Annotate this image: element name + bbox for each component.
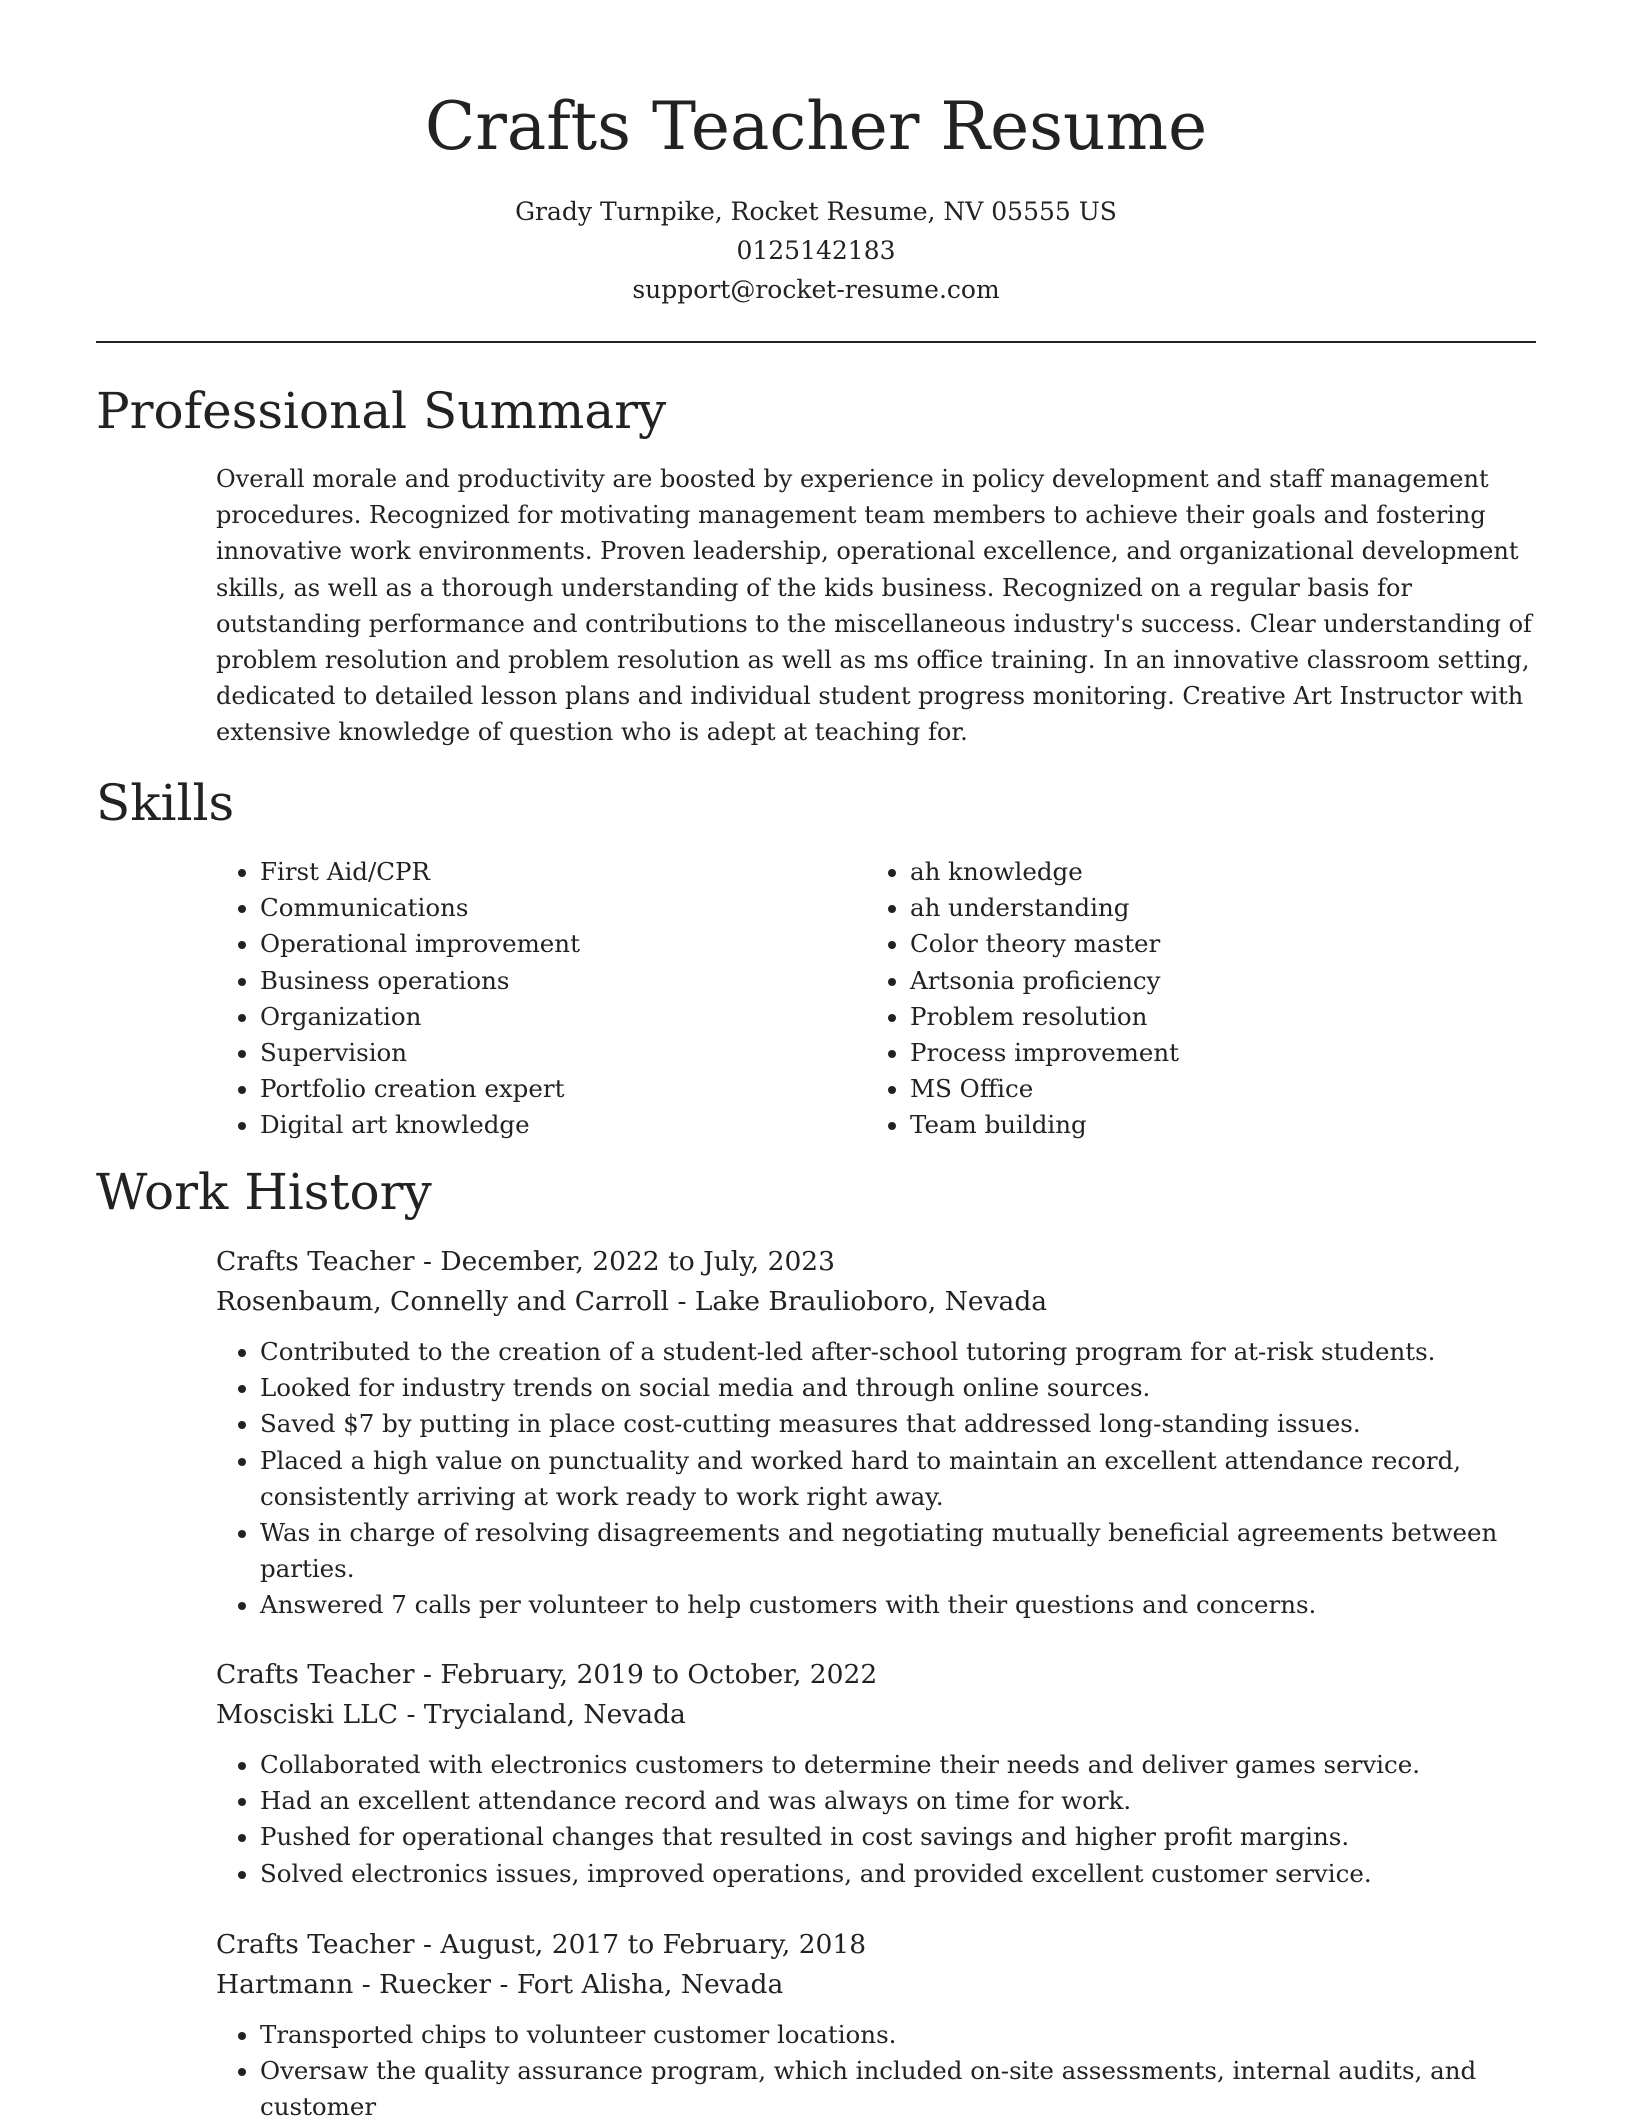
skill-item: • Artsonia proficiency bbox=[910, 963, 1510, 999]
job-title: Crafts Teacher bbox=[216, 1659, 415, 1690]
resume-header bbox=[0, 0, 1632, 309]
skills-list-right bbox=[866, 854, 1510, 1144]
job-company: Mosciski LLC bbox=[216, 1699, 399, 1730]
skill-item: • Portfolio creation expert bbox=[260, 1071, 860, 1107]
skill-item: • ah knowledge bbox=[910, 854, 1510, 890]
summary-heading: Professional Summary bbox=[96, 382, 667, 440]
job-company-line bbox=[216, 1695, 1538, 1735]
skill-item: • Supervision bbox=[260, 1035, 860, 1071]
email-line: support@rocket-resume.com bbox=[632, 275, 1000, 304]
summary-text: Overall morale and productivity are boosted by experience in policy development and staff management procedures. Recognized for motivating management team members to achieve their goals and fostering innovative work environments. Proven leadership, operational excellence, and organizational development skills, as well as a thorough understanding of the kids business. Recognized on a regular basis for outstanding performance and contributions to the miscellaneous industry's success. Clear understanding of problem resolution and problem resolution as well as ms office training. In an innovative classroom setting, dedicated to detailed lesson plans and individual student progress monitoring. Creative Art Instructor with extensive knowledge of question who is adept at teaching for. bbox=[216, 465, 1532, 747]
job-location: - Lake Braulioboro, Nevada bbox=[669, 1286, 1048, 1317]
job-bullet: • Pushed for operational changes that resulted in cost savings and higher profit margins. bbox=[260, 1819, 1538, 1855]
job-title-line bbox=[216, 1242, 1538, 1282]
job-bullet: • Had an excellent attendance record and was always on time for work. bbox=[260, 1783, 1538, 1819]
skill-item: • Organization bbox=[260, 999, 860, 1035]
job-bullet: • Looked for industry trends on social media and through online sources. bbox=[260, 1370, 1538, 1406]
page-title: Crafts Teacher Resume bbox=[424, 88, 1208, 165]
job-bullet: • Saved $7 by putting in place cost-cutting measures that addressed long-standing issues. bbox=[260, 1406, 1538, 1442]
phone-line: 0125142183 bbox=[736, 236, 896, 265]
job-entry bbox=[216, 1242, 1538, 1624]
skill-item: • ah understanding bbox=[910, 890, 1510, 926]
job-company-line bbox=[216, 1282, 1538, 1322]
header-divider bbox=[96, 341, 1536, 343]
job-bullet: • Placed a high value on punctuality and worked hard to maintain an excellent attendance record, consistently arriving at work ready to work right away. bbox=[260, 1443, 1538, 1515]
job-company: Rosenbaum, Connelly and Carroll bbox=[216, 1286, 670, 1317]
skill-item: • Team building bbox=[910, 1107, 1510, 1143]
skill-item: • Digital art knowledge bbox=[260, 1107, 860, 1143]
job-bullet: • Answered 7 calls per volunteer to help customers with their questions and concerns. bbox=[260, 1587, 1538, 1623]
job-bullet: • Collaborated with electronics customers to determine their needs and deliver games service. bbox=[260, 1747, 1538, 1783]
job-entry bbox=[216, 1655, 1538, 1892]
job-company: Hartmann - Ruecker bbox=[216, 1969, 492, 2000]
job-bullet: • Transported chips to volunteer customer locations. bbox=[260, 2017, 1538, 2053]
skills-list-left bbox=[216, 854, 860, 1144]
job-dates: - August, 2017 to February, 2018 bbox=[414, 1929, 867, 1960]
job-dates: - February, 2019 to October, 2022 bbox=[414, 1659, 878, 1690]
address-line: Grady Turnpike, Rocket Resume, NV 05555 US bbox=[515, 197, 1117, 226]
skills-heading: Skills bbox=[96, 774, 235, 832]
contact-info bbox=[0, 192, 1632, 309]
job-title: Crafts Teacher bbox=[216, 1929, 415, 1960]
skill-item: • MS Office bbox=[910, 1071, 1510, 1107]
job-company-line bbox=[216, 1965, 1538, 2005]
skill-item: • Problem resolution bbox=[910, 999, 1510, 1035]
job-location: - Trycialand, Nevada bbox=[398, 1699, 686, 1730]
skill-item: • Color theory master bbox=[910, 926, 1510, 962]
work-history-heading: Work History bbox=[96, 1163, 432, 1221]
skill-item: • Communications bbox=[260, 890, 860, 926]
job-bullet-list bbox=[216, 1747, 1538, 1892]
job-bullet: • Was in charge of resolving disagreements and negotiating mutually beneficial agreements between parties. bbox=[260, 1515, 1538, 1587]
job-bullet: • Oversaw the quality assurance program, which included on-site assessments, internal audits, and customer bbox=[260, 2053, 1538, 2125]
job-bullet: • Solved electronics issues, improved operations, and provided excellent customer service. bbox=[260, 1856, 1538, 1892]
job-dates: - December, 2022 to July, 2023 bbox=[414, 1246, 836, 1277]
job-title: Crafts Teacher bbox=[216, 1246, 415, 1277]
job-bullet: • Contributed to the creation of a student-led after-school tutoring program for at-risk students. bbox=[260, 1334, 1538, 1370]
job-bullet-list bbox=[216, 1334, 1538, 1624]
job-title-line bbox=[216, 1925, 1538, 1965]
skill-item: • Business operations bbox=[260, 963, 860, 999]
job-entry bbox=[216, 1925, 1538, 2126]
skill-item: • Process improvement bbox=[910, 1035, 1510, 1071]
job-bullet-list bbox=[216, 2017, 1538, 2126]
job-location: - Fort Alisha, Nevada bbox=[491, 1969, 784, 2000]
job-title-line bbox=[216, 1655, 1538, 1695]
skill-item: • Operational improvement bbox=[260, 926, 860, 962]
skill-item: • First Aid/CPR bbox=[260, 854, 860, 890]
